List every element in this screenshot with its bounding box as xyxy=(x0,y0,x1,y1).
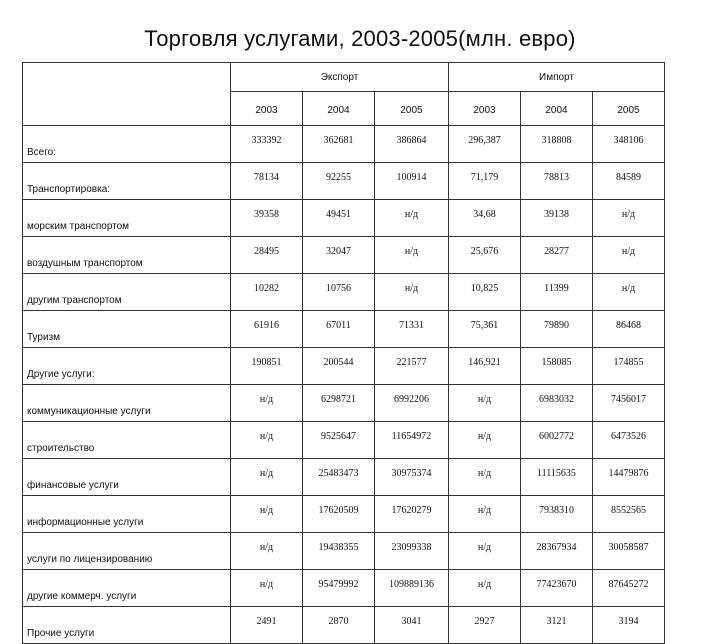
table-row xyxy=(23,200,665,237)
table-cell: н/д xyxy=(231,459,303,496)
table-row xyxy=(23,237,665,274)
row-label: воздушным транспортом xyxy=(23,237,231,274)
table-cell: 109889136 xyxy=(375,570,449,607)
table-cell: н/д xyxy=(449,385,521,422)
table-cell: н/д xyxy=(593,237,665,274)
table-cell: 6473526 xyxy=(593,422,665,459)
table-cell: н/д xyxy=(231,533,303,570)
table-cell: 34,68 xyxy=(449,200,521,237)
table-cell: 25483473 xyxy=(303,459,375,496)
table-cell: н/д xyxy=(231,422,303,459)
header-year: 2003 xyxy=(449,92,521,126)
table-cell: 318808 xyxy=(521,126,593,163)
header-import: Импорт xyxy=(449,63,665,92)
header-year: 2005 xyxy=(593,92,665,126)
row-label: Туризм xyxy=(23,311,231,348)
table-cell: 6298721 xyxy=(303,385,375,422)
table-row xyxy=(23,274,665,311)
table-cell: н/д xyxy=(593,274,665,311)
row-label: Всего: xyxy=(23,126,231,163)
table-cell: 28277 xyxy=(521,237,593,274)
table-cell: 25,676 xyxy=(449,237,521,274)
table-cell: 158085 xyxy=(521,348,593,385)
header-year: 2003 xyxy=(231,92,303,126)
table-cell: 71,179 xyxy=(449,163,521,200)
table-cell: 7938310 xyxy=(521,496,593,533)
table-cell: 6983032 xyxy=(521,385,593,422)
table-cell: 200544 xyxy=(303,348,375,385)
table-cell: 221577 xyxy=(375,348,449,385)
table-cell: 39138 xyxy=(521,200,593,237)
table-cell: 71331 xyxy=(375,311,449,348)
row-label: коммуникационные услуги xyxy=(23,385,231,422)
table-cell: 2491 xyxy=(231,607,303,644)
table-row xyxy=(23,311,665,348)
table-cell: 3194 xyxy=(593,607,665,644)
table-cell: 296,387 xyxy=(449,126,521,163)
table-row xyxy=(23,126,665,163)
table-row xyxy=(23,348,665,385)
header-year: 2004 xyxy=(303,92,375,126)
table-cell: 6992206 xyxy=(375,385,449,422)
table-cell: 10,825 xyxy=(449,274,521,311)
table-cell: н/д xyxy=(449,533,521,570)
table-cell: 10756 xyxy=(303,274,375,311)
table-cell: 8552565 xyxy=(593,496,665,533)
table-cell: 77423670 xyxy=(521,570,593,607)
table-cell: 86468 xyxy=(593,311,665,348)
table-row xyxy=(23,496,665,533)
row-label: Транспортировка: xyxy=(23,163,231,200)
table-cell: 146,921 xyxy=(449,348,521,385)
table-cell: 23099338 xyxy=(375,533,449,570)
table-cell: 28495 xyxy=(231,237,303,274)
table-cell: 30058587 xyxy=(593,533,665,570)
table-cell: 92255 xyxy=(303,163,375,200)
table-row xyxy=(23,570,665,607)
table-cell: 39358 xyxy=(231,200,303,237)
table-cell: 3041 xyxy=(375,607,449,644)
row-label: финансовые услуги xyxy=(23,459,231,496)
table-cell: 67011 xyxy=(303,311,375,348)
table-cell: н/д xyxy=(375,200,449,237)
table-cell: 28367934 xyxy=(521,533,593,570)
row-label: другие коммерч. услуги xyxy=(23,570,231,607)
table-cell: 61916 xyxy=(231,311,303,348)
table-cell: н/д xyxy=(449,459,521,496)
row-label: Прочие услуги xyxy=(23,607,231,644)
table-cell: н/д xyxy=(231,570,303,607)
header-corner-cell xyxy=(23,63,231,126)
table-cell: 14479876 xyxy=(593,459,665,496)
table-cell: 49451 xyxy=(303,200,375,237)
header-year: 2005 xyxy=(375,92,449,126)
page-title: Торговля услугами, 2003-2005(млн. евро) xyxy=(144,26,576,51)
row-label: строительство xyxy=(23,422,231,459)
table-cell: 75,361 xyxy=(449,311,521,348)
row-label: другим транспортом xyxy=(23,274,231,311)
table-cell: н/д xyxy=(231,496,303,533)
table-cell: 84589 xyxy=(593,163,665,200)
table-cell: 11115635 xyxy=(521,459,593,496)
table-cell: 87645272 xyxy=(593,570,665,607)
table-cell: 11399 xyxy=(521,274,593,311)
table-cell: н/д xyxy=(449,570,521,607)
table-cell: 362681 xyxy=(303,126,375,163)
table-cell: 7456017 xyxy=(593,385,665,422)
trade-services-table xyxy=(22,62,665,644)
table-cell: 348106 xyxy=(593,126,665,163)
table-cell: н/д xyxy=(449,496,521,533)
table-cell: 2927 xyxy=(449,607,521,644)
table-row xyxy=(23,459,665,496)
table-cell: 30975374 xyxy=(375,459,449,496)
table-cell: 174855 xyxy=(593,348,665,385)
table-cell: 333392 xyxy=(231,126,303,163)
table-cell: 6002772 xyxy=(521,422,593,459)
table-cell: 3121 xyxy=(521,607,593,644)
row-label: Другие услуги: xyxy=(23,348,231,385)
table-cell: н/д xyxy=(449,422,521,459)
table-cell: 78134 xyxy=(231,163,303,200)
table-row xyxy=(23,607,665,644)
table-cell: 17620509 xyxy=(303,496,375,533)
table-cell: 95479992 xyxy=(303,570,375,607)
table-cell: н/д xyxy=(375,237,449,274)
table-row xyxy=(23,163,665,200)
table-cell: 17620279 xyxy=(375,496,449,533)
row-label: информационные услуги xyxy=(23,496,231,533)
table-cell: 78813 xyxy=(521,163,593,200)
table-cell: 100914 xyxy=(375,163,449,200)
table-cell: 32047 xyxy=(303,237,375,274)
table-cell: 9525647 xyxy=(303,422,375,459)
row-label: морским транспортом xyxy=(23,200,231,237)
header-year: 2004 xyxy=(521,92,593,126)
table-cell: н/д xyxy=(231,385,303,422)
table-cell: н/д xyxy=(593,200,665,237)
table-cell: 190851 xyxy=(231,348,303,385)
row-label: услуги по лицензированию xyxy=(23,533,231,570)
table-cell: 386864 xyxy=(375,126,449,163)
table-cell: 19438355 xyxy=(303,533,375,570)
table-row xyxy=(23,422,665,459)
table-cell: 2870 xyxy=(303,607,375,644)
table-cell: 79890 xyxy=(521,311,593,348)
table-cell: 10282 xyxy=(231,274,303,311)
header-export: Экспорт xyxy=(231,63,449,92)
table-cell: 11654972 xyxy=(375,422,449,459)
table-cell: н/д xyxy=(375,274,449,311)
table-row xyxy=(23,385,665,422)
table-row xyxy=(23,533,665,570)
